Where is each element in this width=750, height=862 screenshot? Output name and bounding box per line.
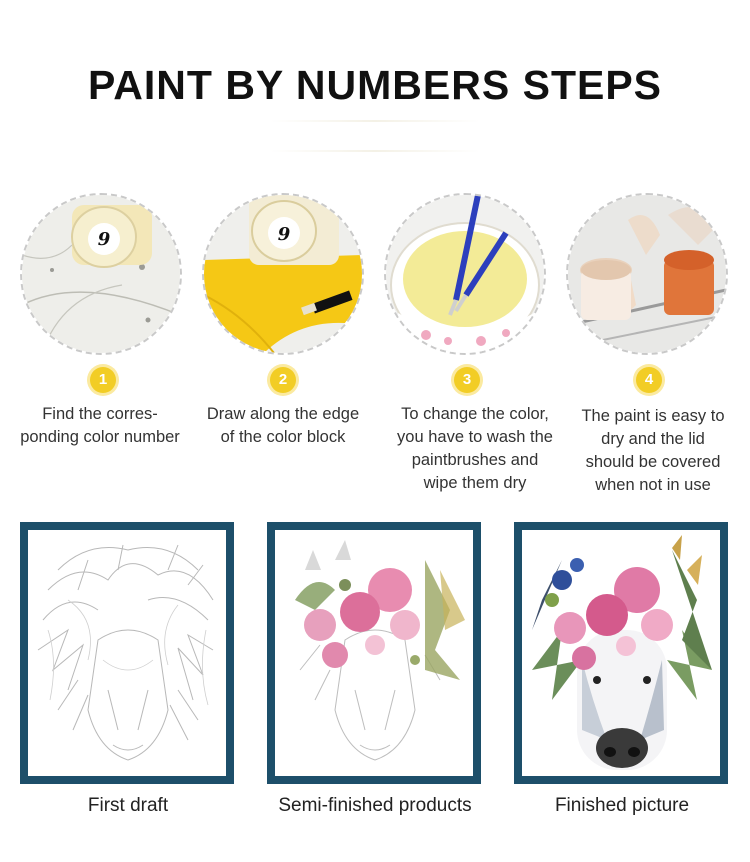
first-draft-frame <box>20 522 234 784</box>
pot-number: 9 <box>277 224 291 245</box>
title-underline <box>270 120 480 122</box>
step-3-text: To change the color, you have to wash the paintbrushes and wipe them dry <box>397 405 553 492</box>
finished-frame <box>514 522 728 784</box>
step-1-badge: 1 <box>90 367 116 393</box>
step-4-badge: 4 <box>636 367 662 393</box>
step-2-photo <box>202 193 364 355</box>
step-2-badge: 2 <box>270 367 296 393</box>
step-2-text: Draw along the edge of the color block <box>206 405 360 446</box>
finished-horse-image <box>522 530 720 776</box>
pot-number: 9 <box>97 229 111 250</box>
semi-finished-frame <box>267 522 481 784</box>
step-4-text: The paint is easy to dry and the lid should be covered when not in use <box>581 407 725 494</box>
step-3-photo <box>384 193 546 355</box>
step-1-text: Find the corres- ponding color number <box>20 405 180 446</box>
page-title: PAINT BY NUMBERS STEPS <box>87 62 663 108</box>
finished-picture-caption: Finished picture <box>554 795 690 816</box>
step-1-photo <box>20 193 182 355</box>
title-underline <box>270 150 480 152</box>
partially-painted-horse-image <box>275 530 473 776</box>
sketch-horse-image <box>28 530 226 776</box>
step-3-badge: 3 <box>454 367 480 393</box>
step-4-photo <box>566 193 728 355</box>
first-draft-caption: First draft <box>87 795 169 816</box>
semi-finished-caption: Semi-finished products <box>278 795 472 816</box>
